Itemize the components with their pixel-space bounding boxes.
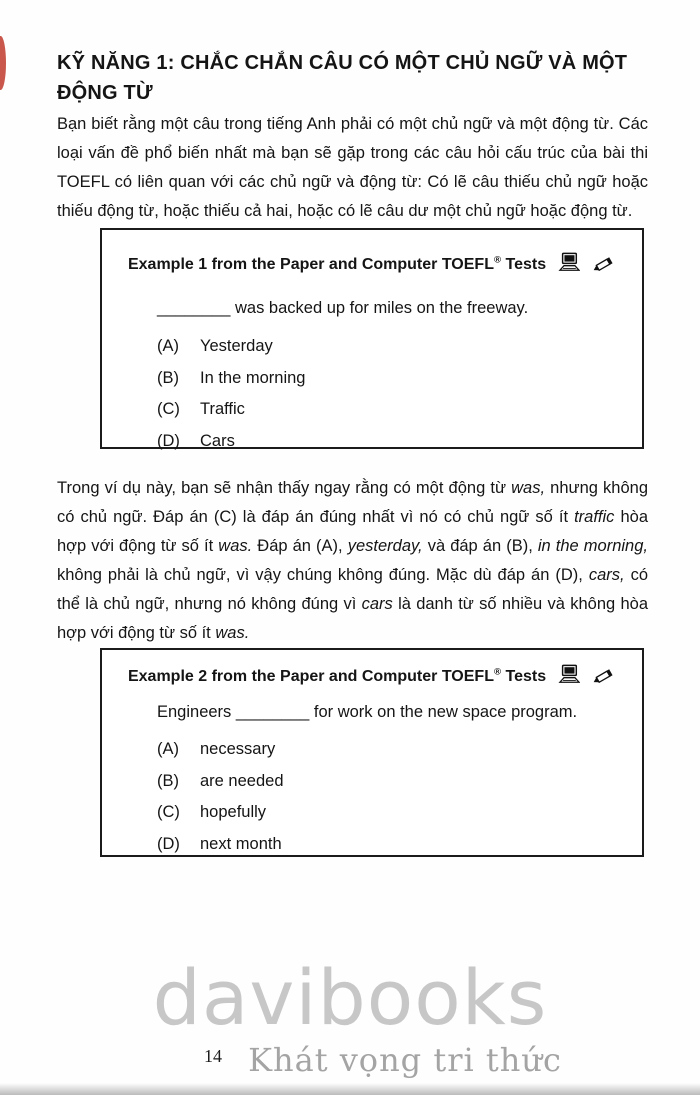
intro-paragraph: Bạn biết rằng một câu trong tiếng Anh phải có một chủ ngữ và một động từ. Các loại vấn đề phổ biến nhất mà bạn sẽ gặp trong các câu hỏi cấu trúc của bài thi TOEFL có liên quan với các chủ ngữ và động từ: Có lẽ câu thiếu chủ ngữ hoặc thiếu động từ, hoặc thiếu cả hai, hoặc có lẽ câu dư một chủ ngữ hoặc động từ. bbox=[57, 115, 648, 220]
example2-title bbox=[102, 664, 642, 690]
section-heading: KỸ NĂNG 1: CHẮC CHẮN CÂU CÓ MỘT CHỦ NGỮ VÀ MỘT ĐỘNG TỪ bbox=[57, 52, 628, 104]
option-letter: (C) bbox=[157, 803, 180, 821]
watermark-brand: davibooks bbox=[152, 953, 548, 1042]
example1-title bbox=[102, 252, 642, 278]
answer-option-a bbox=[157, 734, 624, 766]
option-text: hopefully bbox=[200, 803, 267, 821]
example2-box bbox=[100, 648, 644, 857]
watermark-slogan: Khát vọng tri thức bbox=[248, 1041, 562, 1079]
option-text: Cars bbox=[200, 431, 235, 450]
answer-option-d bbox=[157, 426, 624, 458]
pencil-icon bbox=[591, 256, 616, 278]
example1-title-tail: Tests bbox=[501, 256, 547, 273]
registered-trademark: ® bbox=[493, 254, 502, 266]
answer-option-b bbox=[157, 766, 624, 798]
example1-question: ________ was backed up for miles on the freeway. bbox=[157, 299, 529, 317]
option-letter: (D) bbox=[157, 834, 180, 853]
page-number: 14 bbox=[204, 1046, 222, 1066]
answer-option-b bbox=[157, 363, 624, 395]
option-letter: (B) bbox=[157, 771, 179, 790]
option-text: are needed bbox=[200, 771, 284, 790]
scan-artifact bbox=[0, 36, 6, 90]
analysis-paragraph: Trong ví dụ này, bạn sẽ nhận thấy ngay rằng có một động từ was, nhưng không có chủ ngữ. Đáp án (C) là đáp án đúng nhất vì nó có chủ ngữ số ít traffic hòa hợp với động từ số ít was. Đáp án (A), yesterday, và đáp án (B), in the morning, không phải là chủ ngữ, vì vậy chúng không đúng. Mặc dù đáp án (D), cars, có thể là chủ ngữ, nhưng nó không đúng vì cars là danh từ số nhiều và không hòa hợp với động từ số ít was. bbox=[57, 479, 649, 642]
scan-shadow bbox=[0, 1083, 700, 1095]
pencil-icon bbox=[591, 668, 616, 690]
answer-option-a bbox=[157, 331, 624, 363]
example1-title-text: Example 1 from the Paper and Computer TOEFL bbox=[127, 256, 494, 273]
computer-icon bbox=[558, 664, 580, 690]
option-letter: (B) bbox=[157, 368, 179, 387]
option-letter: (D) bbox=[157, 431, 180, 450]
answer-option-c bbox=[157, 394, 624, 426]
example2-question: Engineers ________ for work on the new space program. bbox=[157, 703, 578, 721]
answer-option-c bbox=[157, 797, 624, 829]
example1-box bbox=[100, 228, 644, 449]
option-text: In the morning bbox=[200, 368, 306, 387]
option-text: next month bbox=[200, 834, 282, 853]
example2-title-text: Example 2 from the Paper and Computer TOEFL bbox=[127, 668, 494, 685]
option-letter: (C) bbox=[157, 400, 180, 418]
answer-option-d bbox=[157, 829, 624, 861]
example2-title-tail: Tests bbox=[501, 668, 547, 685]
example1-body bbox=[157, 299, 624, 457]
option-letter: (A) bbox=[157, 740, 179, 758]
computer-icon bbox=[558, 252, 580, 278]
option-text: Yesterday bbox=[200, 337, 273, 355]
option-text: necessary bbox=[200, 740, 276, 758]
example2-body bbox=[157, 703, 624, 860]
option-letter: (A) bbox=[157, 337, 179, 355]
option-text: Traffic bbox=[200, 400, 245, 418]
registered-trademark: ® bbox=[493, 666, 502, 678]
